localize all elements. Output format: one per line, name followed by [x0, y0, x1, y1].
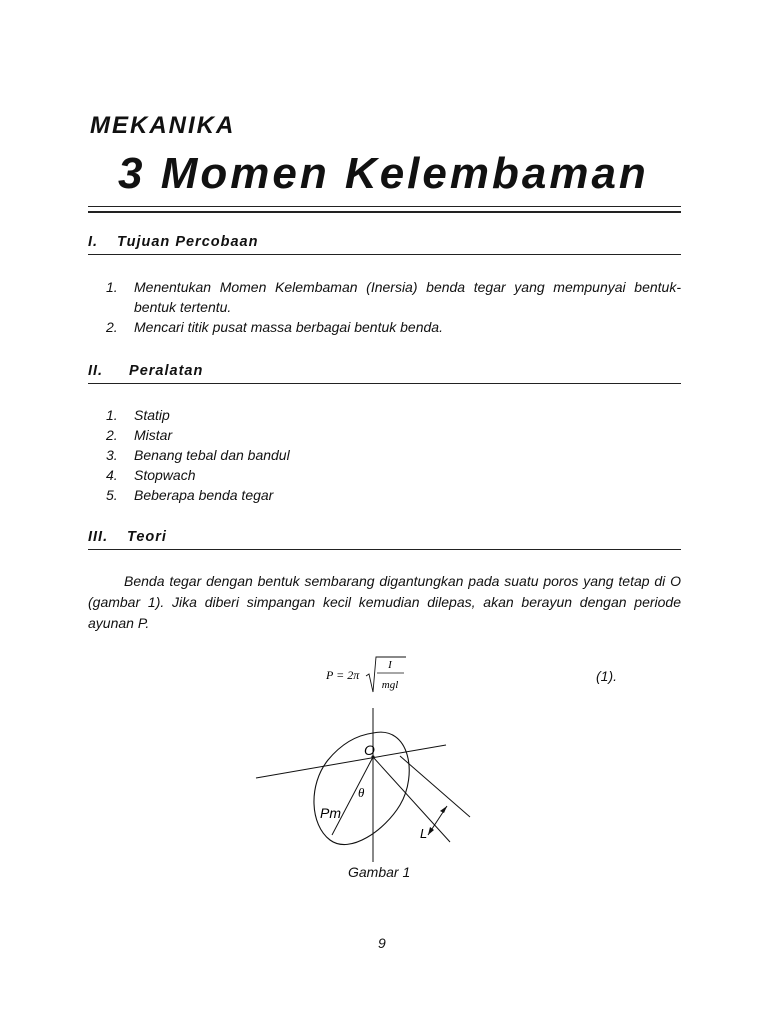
- list-item: [106, 405, 681, 425]
- equation-number: (1).: [596, 668, 617, 684]
- list-text: Beberapa benda tegar: [134, 487, 274, 503]
- label-theta: θ: [358, 785, 365, 800]
- list-text: Mistar: [134, 427, 173, 443]
- figure-caption: Gambar 1: [348, 864, 411, 880]
- label-pm: Pm: [320, 805, 341, 821]
- list-number: 2.: [106, 319, 118, 335]
- list-item: [106, 317, 681, 337]
- section-title: Teori: [127, 529, 167, 545]
- section-number: II.: [88, 363, 104, 379]
- label-l: L: [420, 826, 428, 841]
- list-text: Stopwach: [134, 467, 196, 483]
- section-title: Tujuan Percobaan: [117, 234, 259, 250]
- horizontal-axis-line: [256, 745, 446, 778]
- pivot-to-mass-line: [332, 757, 373, 835]
- pendulum-center-line: [373, 757, 450, 842]
- section-number: I.: [88, 234, 99, 250]
- section-heading-teori: [88, 529, 681, 550]
- length-arrow-bottom-icon: [428, 827, 434, 835]
- length-arrow-top-icon: [440, 806, 447, 813]
- period-formula: [326, 654, 416, 702]
- tujuan-list: [106, 277, 681, 337]
- list-text: Menentukan Momen Kelembaman (Inersia) benda tegar yang mempunyai bentuk-bentuk tertentu.: [134, 279, 681, 315]
- list-number: 4.: [106, 467, 118, 483]
- formula-numerator: I: [388, 659, 392, 671]
- list-item: [106, 465, 681, 485]
- section-number: III.: [88, 529, 109, 545]
- list-number: 3.: [106, 447, 118, 463]
- peralatan-list: [106, 405, 681, 505]
- list-number: 5.: [106, 487, 118, 503]
- page-number: 9: [378, 935, 386, 951]
- chapter-title: 3 Momen Kelembaman: [118, 149, 649, 198]
- list-number: 1.: [106, 407, 118, 423]
- figure-svg: [250, 705, 480, 865]
- section-title: Peralatan: [129, 363, 204, 379]
- list-text: Statip: [134, 407, 170, 423]
- parallel-reference-line: [400, 756, 470, 817]
- list-text: Benang tebal dan bandul: [134, 447, 290, 463]
- section-heading-peralatan: [88, 363, 681, 384]
- list-number: 1.: [106, 279, 118, 295]
- list-item: [106, 485, 681, 505]
- label-o: O: [364, 742, 375, 758]
- formula-svg: [326, 654, 416, 698]
- list-item: [106, 445, 681, 465]
- formula-lhs: P = 2π: [326, 668, 360, 682]
- section-heading-tujuan: [88, 234, 681, 255]
- list-text: Mencari titik pusat massa berbagai bentuk benda.: [134, 319, 443, 335]
- list-item: [106, 425, 681, 445]
- paragraph-text: Benda tegar dengan bentuk sembarang digantungkan pada suatu poros yang tetap di O (gambar 1). Jika diberi simpangan kecil kemudian dilepas, akan berayun dengan periode ayunan P.: [88, 573, 681, 631]
- list-number: 2.: [106, 427, 118, 443]
- pendulum-figure: [250, 705, 480, 870]
- formula-denominator: mgl: [381, 679, 399, 691]
- title-rule: [88, 206, 681, 213]
- list-item: [106, 277, 681, 317]
- teori-paragraph: [88, 571, 681, 634]
- chapter-kicker: MEKANIKA: [90, 112, 236, 139]
